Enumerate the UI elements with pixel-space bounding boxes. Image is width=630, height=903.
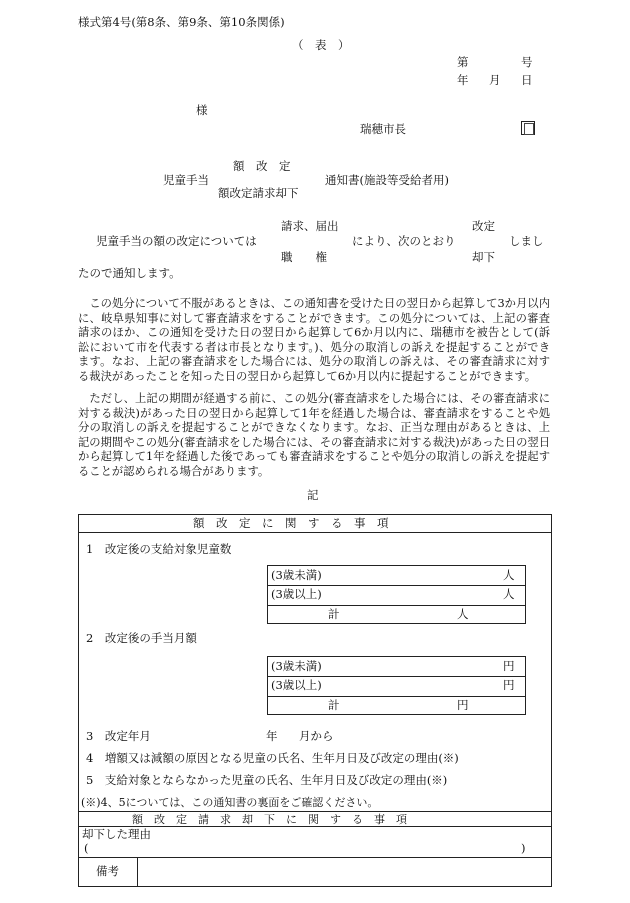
- paren-close: ): [521, 841, 526, 855]
- reason-option-ex-officio: 職 権: [281, 250, 327, 264]
- issuer-name: 瑞穂市長: [360, 122, 406, 136]
- revision-section-header: 額 改 定 に 関 す る 事 項: [193, 516, 389, 530]
- number-label-dai: 第: [457, 55, 469, 69]
- intro-text-3: しまし: [509, 234, 544, 248]
- title-prefix: 児童手当: [163, 173, 209, 187]
- item2-label: 2 改定後の手当月額: [86, 631, 197, 645]
- children-total-unit: 人: [457, 607, 469, 621]
- decision-option-revision: 改定: [472, 219, 495, 233]
- item1-label: 1 改定後の支給対象児童数: [86, 542, 232, 556]
- date-year-label: 年: [457, 73, 469, 87]
- children-row-label: (3歳以上): [271, 587, 322, 601]
- intro-text-4: たので通知します。: [78, 266, 181, 280]
- date-month-label: 月: [489, 73, 501, 87]
- reason-option-request: 請求、届出: [281, 219, 339, 233]
- amount-total-unit: 円: [457, 698, 469, 712]
- amount-total-label: 計: [328, 698, 340, 712]
- remarks-label: 備考: [96, 864, 119, 878]
- notice-paragraph-2: ただし、上記の期間が経過する前に、この処分(審査請求をした場合には、その審査請求に対する裁決)があった日の翌日から起算して1年を経過した場合は、審査請求をすることや処分の取消しの訴えを提起することができなくなります。なお、正当な理由があるときは、上記の期間やこの処分(審査請求をした場合には、その審査請求に対する裁決)があった日の翌日から起算して1年を経過した後であっても審査請求をすることや処分の取消しの訴えを提起することが認められる場合があります。: [78, 392, 550, 478]
- side-label: （ 表 ）: [292, 38, 350, 52]
- intro-text-2: により、次のとおり: [352, 234, 456, 248]
- item5-label: 5 支給対象とならなかった児童の氏名、生年月日及び改定の理由(※): [86, 773, 448, 787]
- item4-label: 4 増額又は減額の原因となる児童の氏名、生年月日及び改定の理由(※): [86, 751, 459, 765]
- intro-text-1: 児童手当の額の改定については: [96, 234, 257, 248]
- number-label-go: 号: [521, 55, 533, 69]
- item3-label: 3 改定年月: [86, 729, 151, 743]
- title-option-amount-revision: 額 改 定: [233, 159, 291, 173]
- notice-paragraph-1: この処分について不服があるときは、この通知書を受けた日の翌日から起算して3か月以内に、岐阜県知事に対して審査請求をすることができます。この処分については、上記の審査請求のほか、この通知を受けた日の翌日から起算して6か月以内に、瑞穂市を被告として(訴訟において市を代表する者は市長となります。)、処分の取消しの訴えを提起することができます。なお、上記の審査請求をした場合には、処分の取消しの訴えは、その審査請求に対する裁決があったことを知った日の翌日から起算して6か月以内に提起することができます。: [78, 297, 550, 383]
- title-suffix: 通知書(施設等受給者用): [325, 173, 449, 187]
- children-row-unit: 人: [503, 568, 515, 582]
- item3-month: 月から: [299, 729, 334, 743]
- form-number: 様式第4号(第8条、第9条、第10条関係): [78, 15, 285, 29]
- children-row-unit: 人: [503, 587, 515, 601]
- rejection-section-header: 額 改 定 請 求 却 下 に 関 す る 事 項: [132, 813, 407, 826]
- paren-open: (: [84, 841, 89, 855]
- footnote: (※)4、5については、この通知書の裏面をご確認ください。: [81, 796, 379, 809]
- official-seal-icon: [521, 121, 535, 135]
- amount-row-unit: 円: [503, 659, 515, 673]
- amount-row-label: (3歳以上): [271, 678, 322, 692]
- children-row-label: (3歳未満): [271, 568, 322, 582]
- children-total-label: 計: [328, 607, 340, 621]
- item3-year: 年: [266, 729, 278, 743]
- rejection-reason-label: 却下した理由: [82, 827, 151, 841]
- title-option-rejection: 額改定請求却下: [218, 186, 299, 200]
- decision-option-rejection: 却下: [472, 250, 495, 264]
- amount-row-label: (3歳未満): [271, 659, 322, 673]
- amount-row-unit: 円: [503, 678, 515, 692]
- ki-label: 記: [307, 488, 319, 502]
- addressee-sama: 様: [196, 103, 208, 117]
- date-day-label: 日: [521, 73, 533, 87]
